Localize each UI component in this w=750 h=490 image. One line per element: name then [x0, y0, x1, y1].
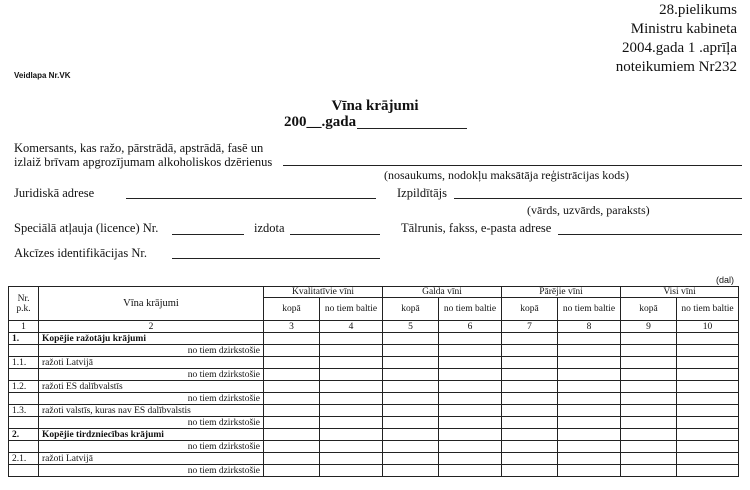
header-total: kopā [502, 298, 558, 321]
table-row [9, 465, 739, 477]
value-cell[interactable] [677, 345, 739, 357]
value-cell[interactable] [383, 453, 439, 465]
column-number: 3 [264, 321, 320, 333]
value-cell[interactable] [621, 429, 677, 441]
value-cell[interactable] [502, 333, 558, 345]
value-cell[interactable] [558, 417, 621, 429]
value-cell[interactable] [264, 357, 320, 369]
value-cell[interactable] [320, 441, 383, 453]
license-line[interactable] [172, 234, 244, 235]
row-number [9, 465, 39, 477]
value-cell[interactable] [558, 333, 621, 345]
value-cell[interactable] [677, 357, 739, 369]
value-cell[interactable] [439, 357, 502, 369]
row-label: no tiem dzirkstošie [39, 369, 264, 381]
issued-label: izdota [254, 221, 285, 235]
value-cell[interactable] [558, 393, 621, 405]
value-cell[interactable] [264, 381, 320, 393]
row-number [9, 417, 39, 429]
value-cell[interactable] [264, 429, 320, 441]
value-cell[interactable] [383, 393, 439, 405]
value-cell[interactable] [558, 453, 621, 465]
table-row [9, 369, 739, 381]
value-cell[interactable] [320, 345, 383, 357]
value-cell[interactable] [383, 357, 439, 369]
contacts-line[interactable] [558, 234, 742, 235]
row-label: ražoti valstīs, kuras nav ES dalībvalstis [39, 405, 264, 417]
row-number [9, 369, 39, 381]
column-number: 5 [383, 321, 439, 333]
value-cell[interactable] [320, 393, 383, 405]
row-number: 1.1. [9, 357, 39, 369]
value-cell[interactable] [320, 405, 383, 417]
value-cell[interactable] [502, 441, 558, 453]
merchant-hint: (nosaukums, nodokļu maksātāja reģistrācijas kods) [384, 168, 629, 182]
column-number: 6 [439, 321, 502, 333]
value-cell[interactable] [502, 417, 558, 429]
contacts-label: Tālrunis, fakss, e-pasta adrese [401, 221, 552, 235]
header-group-table: Galda vīni [383, 287, 502, 298]
legal-address-line[interactable] [126, 198, 376, 199]
row-number [9, 345, 39, 357]
value-cell[interactable] [502, 345, 558, 357]
value-cell[interactable] [383, 369, 439, 381]
value-cell[interactable] [502, 357, 558, 369]
column-number: 10 [677, 321, 739, 333]
row-label: no tiem dzirkstošie [39, 345, 264, 357]
value-cell[interactable] [677, 333, 739, 345]
value-cell[interactable] [502, 405, 558, 417]
column-number: 1 [9, 321, 39, 333]
value-cell[interactable] [558, 345, 621, 357]
row-number: 2.1. [9, 453, 39, 465]
value-cell[interactable] [621, 369, 677, 381]
value-cell[interactable] [383, 465, 439, 477]
wine-stock-table [8, 286, 739, 477]
column-number: 2 [39, 321, 264, 333]
header-group-quality: Kvalitatīvie vīni [264, 287, 383, 298]
value-cell[interactable] [320, 429, 383, 441]
merchant-label-line1: Komersants, kas ražo, pārstrādā, apstrādā, fasē un [14, 141, 264, 155]
value-cell[interactable] [264, 465, 320, 477]
value-cell[interactable] [502, 393, 558, 405]
table-row [9, 381, 739, 393]
table-row [9, 429, 739, 441]
legal-address-label: Juridiskā adrese [14, 186, 95, 200]
row-label: ražoti Latvijā [39, 357, 264, 369]
value-cell[interactable] [264, 453, 320, 465]
value-cell[interactable] [502, 429, 558, 441]
excise-id-label: Akcīzes identifikācijas Nr. [14, 246, 147, 260]
value-cell[interactable] [621, 405, 677, 417]
row-label: no tiem dzirkstošie [39, 393, 264, 405]
value-cell[interactable] [502, 453, 558, 465]
table-row [9, 393, 739, 405]
header-group-all: Visi vīni [621, 287, 739, 298]
annex-date: 2004.gada 1 .aprīļa [622, 40, 737, 56]
row-number [9, 441, 39, 453]
value-cell[interactable] [439, 465, 502, 477]
value-cell[interactable] [264, 441, 320, 453]
value-cell[interactable] [502, 465, 558, 477]
annex-regulation: noteikumiem Nr232 [615, 59, 737, 75]
executor-label: Izpildītājs [397, 186, 447, 200]
header-white: no tiem baltie [677, 298, 739, 321]
value-cell[interactable] [320, 465, 383, 477]
value-cell[interactable] [320, 369, 383, 381]
value-cell[interactable] [677, 369, 739, 381]
header-total: kopā [264, 298, 320, 321]
row-number: 2. [9, 429, 39, 441]
value-cell[interactable] [439, 333, 502, 345]
value-cell[interactable] [558, 465, 621, 477]
header-total: kopā [383, 298, 439, 321]
row-number: 1.2. [9, 381, 39, 393]
row-label: ražoti ES dalībvalstīs [39, 381, 264, 393]
table-row [9, 405, 739, 417]
value-cell[interactable] [558, 441, 621, 453]
table-row [9, 345, 739, 357]
value-cell[interactable] [439, 369, 502, 381]
row-label: no tiem dzirkstošie [39, 465, 264, 477]
value-cell[interactable] [439, 405, 502, 417]
value-cell[interactable] [264, 405, 320, 417]
license-label: Speciālā atļauja (licence) Nr. [14, 221, 159, 235]
value-cell[interactable] [264, 393, 320, 405]
value-cell[interactable] [558, 369, 621, 381]
column-number: 4 [320, 321, 383, 333]
value-cell[interactable] [439, 381, 502, 393]
table-row [9, 453, 739, 465]
value-cell[interactable] [621, 381, 677, 393]
value-cell[interactable] [621, 465, 677, 477]
table-row [9, 417, 739, 429]
value-cell[interactable] [558, 429, 621, 441]
header-white: no tiem baltie [320, 298, 383, 321]
value-cell[interactable] [677, 405, 739, 417]
column-number: 8 [558, 321, 621, 333]
header-nr: Nr. p.k. [9, 287, 39, 321]
form-title: Vīna krājumi [331, 98, 419, 114]
value-cell[interactable] [320, 357, 383, 369]
merchant-input-line[interactable] [283, 165, 742, 166]
row-number [9, 393, 39, 405]
issued-line[interactable] [290, 234, 380, 235]
table-row [9, 333, 739, 345]
table-row [9, 441, 739, 453]
value-cell[interactable] [621, 357, 677, 369]
value-cell[interactable] [621, 393, 677, 405]
value-cell[interactable] [621, 453, 677, 465]
executor-hint: (vārds, uzvārds, paraksts) [527, 203, 650, 217]
value-cell[interactable] [264, 333, 320, 345]
value-cell[interactable] [320, 333, 383, 345]
value-cell[interactable] [383, 441, 439, 453]
row-label: no tiem dzirkstošie [39, 417, 264, 429]
value-cell[interactable] [502, 381, 558, 393]
header-white: no tiem baltie [439, 298, 502, 321]
row-label: Kopējie tirdzniecības krājumi [39, 429, 264, 441]
value-cell[interactable] [383, 417, 439, 429]
value-cell[interactable] [383, 345, 439, 357]
value-cell[interactable] [320, 417, 383, 429]
table-row [9, 357, 739, 369]
value-cell[interactable] [439, 429, 502, 441]
value-cell[interactable] [558, 357, 621, 369]
value-cell[interactable] [320, 381, 383, 393]
header-total: kopā [621, 298, 677, 321]
value-cell[interactable] [502, 369, 558, 381]
value-cell[interactable] [439, 453, 502, 465]
executor-line[interactable] [454, 198, 742, 199]
header-group-other: Pārējie vīni [502, 287, 621, 298]
value-cell[interactable] [677, 393, 739, 405]
value-cell[interactable] [439, 345, 502, 357]
value-cell[interactable] [383, 333, 439, 345]
value-cell[interactable] [264, 369, 320, 381]
excise-id-line[interactable] [172, 258, 380, 259]
annex-cabinet: Ministru kabineta [630, 21, 737, 37]
row-label: no tiem dzirkstošie [39, 441, 264, 453]
unit-label: (dal) [716, 275, 735, 285]
value-cell[interactable] [621, 441, 677, 453]
value-cell[interactable] [621, 333, 677, 345]
annex-number: 28.pielikums [659, 2, 737, 18]
header-wine-stocks: Vīna krājumi [39, 287, 264, 321]
year-date-line[interactable] [357, 128, 467, 129]
value-cell[interactable] [677, 381, 739, 393]
row-label: ražoti Latvijā [39, 453, 264, 465]
row-number: 1. [9, 333, 39, 345]
value-cell[interactable] [677, 417, 739, 429]
form-code: Veidlapa Nr.VK [14, 71, 71, 80]
value-cell[interactable] [320, 453, 383, 465]
column-number: 7 [502, 321, 558, 333]
value-cell[interactable] [383, 381, 439, 393]
value-cell[interactable] [621, 345, 677, 357]
header-white: no tiem baltie [558, 298, 621, 321]
value-cell[interactable] [439, 417, 502, 429]
value-cell[interactable] [264, 345, 320, 357]
value-cell[interactable] [439, 441, 502, 453]
value-cell[interactable] [677, 429, 739, 441]
value-cell[interactable] [264, 417, 320, 429]
value-cell[interactable] [621, 417, 677, 429]
value-cell[interactable] [558, 405, 621, 417]
row-number: 1.3. [9, 405, 39, 417]
value-cell[interactable] [677, 441, 739, 453]
column-number: 9 [621, 321, 677, 333]
row-label: Kopējie ražotāju krājumi [39, 333, 264, 345]
value-cell[interactable] [558, 381, 621, 393]
value-cell[interactable] [677, 465, 739, 477]
year-prefix: 200__.gada [284, 114, 357, 130]
value-cell[interactable] [383, 429, 439, 441]
value-cell[interactable] [677, 453, 739, 465]
value-cell[interactable] [439, 393, 502, 405]
merchant-label-line2: izlaiž brīvam apgrozījumam alkoholiskos dzērienus [14, 155, 273, 169]
value-cell[interactable] [383, 405, 439, 417]
